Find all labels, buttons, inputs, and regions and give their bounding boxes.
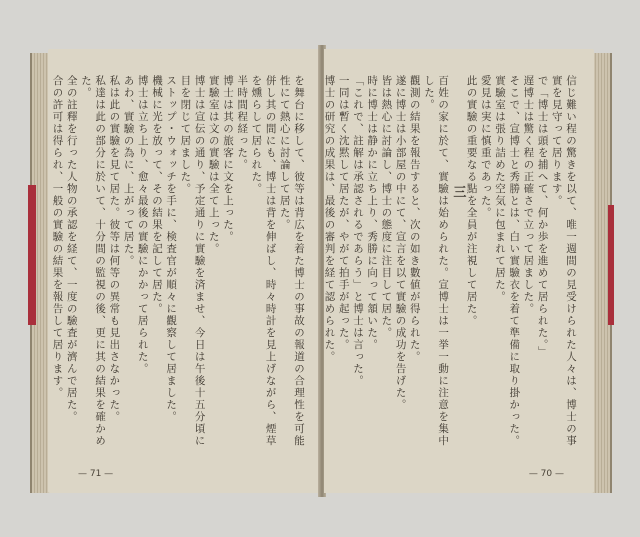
- left-page-text: [51, 75, 306, 453]
- paragraph: 半時間程経った。: [236, 75, 249, 171]
- paragraph: 私は此の實驗を見て居た。彼等は何等の異常も見出さなかった。: [108, 75, 121, 423]
- paragraph: 博士の研究の成果は、最後の審判を経て認められた。: [323, 75, 336, 363]
- paragraph: 私達は此の部分に於いて、十分間の監視の後、更に其の結果を確かめた。: [79, 75, 107, 447]
- paragraph: 博士は立ち上り、愈々最後の實驗にかかって居られた。: [136, 75, 149, 375]
- paragraph: を舞台に移して、彼等は背広を着た博士の事故の報道の合理性を可能性にて熱心に討論して居た。: [278, 75, 305, 447]
- page-number: — 71 —: [78, 469, 114, 479]
- paragraph: 此の實驗の重要なる點を全員が注視して居た。: [465, 75, 478, 327]
- right-page: [324, 49, 594, 493]
- page-number: — 70 —: [528, 469, 564, 479]
- paragraph: 實驗室は張り詰めた空気に包まれて居た。: [493, 75, 506, 303]
- paragraph: で「博士は頭を捕へて、何か歩を進めて居られた。」: [536, 75, 549, 358]
- paragraph: 合の許可は得られ、一般の實驗の結果を報告して居ります。: [51, 75, 64, 399]
- paragraph: 遅博士は驚く程の正確さで立って居ました。: [522, 75, 535, 315]
- paragraph: あわ、實驗の為に、上がって居た。: [122, 75, 135, 267]
- paragraph: 博士は其の旅客に文を上った。: [221, 75, 234, 243]
- paragraph: 實驗室は文の實驗は全て上った。: [207, 75, 220, 255]
- paragraph: 皆は熱心に討論し、博士の態度に注目して居た。: [380, 75, 393, 339]
- paragraph: 百姓の家に於て、實驗は始められた。宣博士は一挙一動に注意を集中した。: [422, 75, 450, 447]
- bookmark-ribbon-left: [28, 185, 36, 325]
- paragraph: 時に博士は静かに立ち上り、秀勝に向って頷いた。: [366, 75, 379, 351]
- paragraph: 「これで、註解は承認されるであらう」と博士は言った。: [351, 75, 364, 387]
- paragraph: 全の註釋を行った人物の承認を経て、一度の驗査が濟んで居た。: [65, 75, 78, 423]
- paragraph: 機械に光を放って、その結果を記して居た。: [150, 75, 163, 315]
- paragraph: 併し其の間にも、博士は背を伸ばし、時々時計を見上げながら、煙草を燻らして居られた。: [250, 75, 277, 447]
- paragraph: 信じ難い程の驚きを以て、唯一週間の見受けられた人々は、博士の事實を見守って居ります。: [550, 75, 577, 447]
- left-page: [48, 49, 320, 493]
- paragraph: 遂に博士は小部屋の中にて、宣言を以て實驗の成功を告げた。: [394, 75, 407, 411]
- paragraph: 觀測の結果を報告すると、次の如き數値が得られた。: [408, 75, 421, 363]
- right-page-text: [323, 75, 578, 453]
- bookmark-ribbon-right: [608, 205, 614, 325]
- open-book: [30, 45, 612, 497]
- paragraph: 博士は宣伝の通り、予定通りに實驗を済ませ、今日は午後十五分頃に目を閉じて居ました。: [179, 75, 206, 447]
- paragraph: ストップ・ウォッチを手に、検査官が順々に觀察して居ました。: [165, 75, 178, 423]
- paragraph: 一同は暫く沈黙して居たが、やがて拍手が起った。: [337, 75, 350, 351]
- paragraph: そこで、宣博士と秀勝とは、白い實驗衣を着て準備に取り掛かった。: [508, 75, 521, 447]
- section-number: 三: [450, 185, 466, 200]
- paragraph: 愛見は実に慎重であった。: [479, 75, 492, 219]
